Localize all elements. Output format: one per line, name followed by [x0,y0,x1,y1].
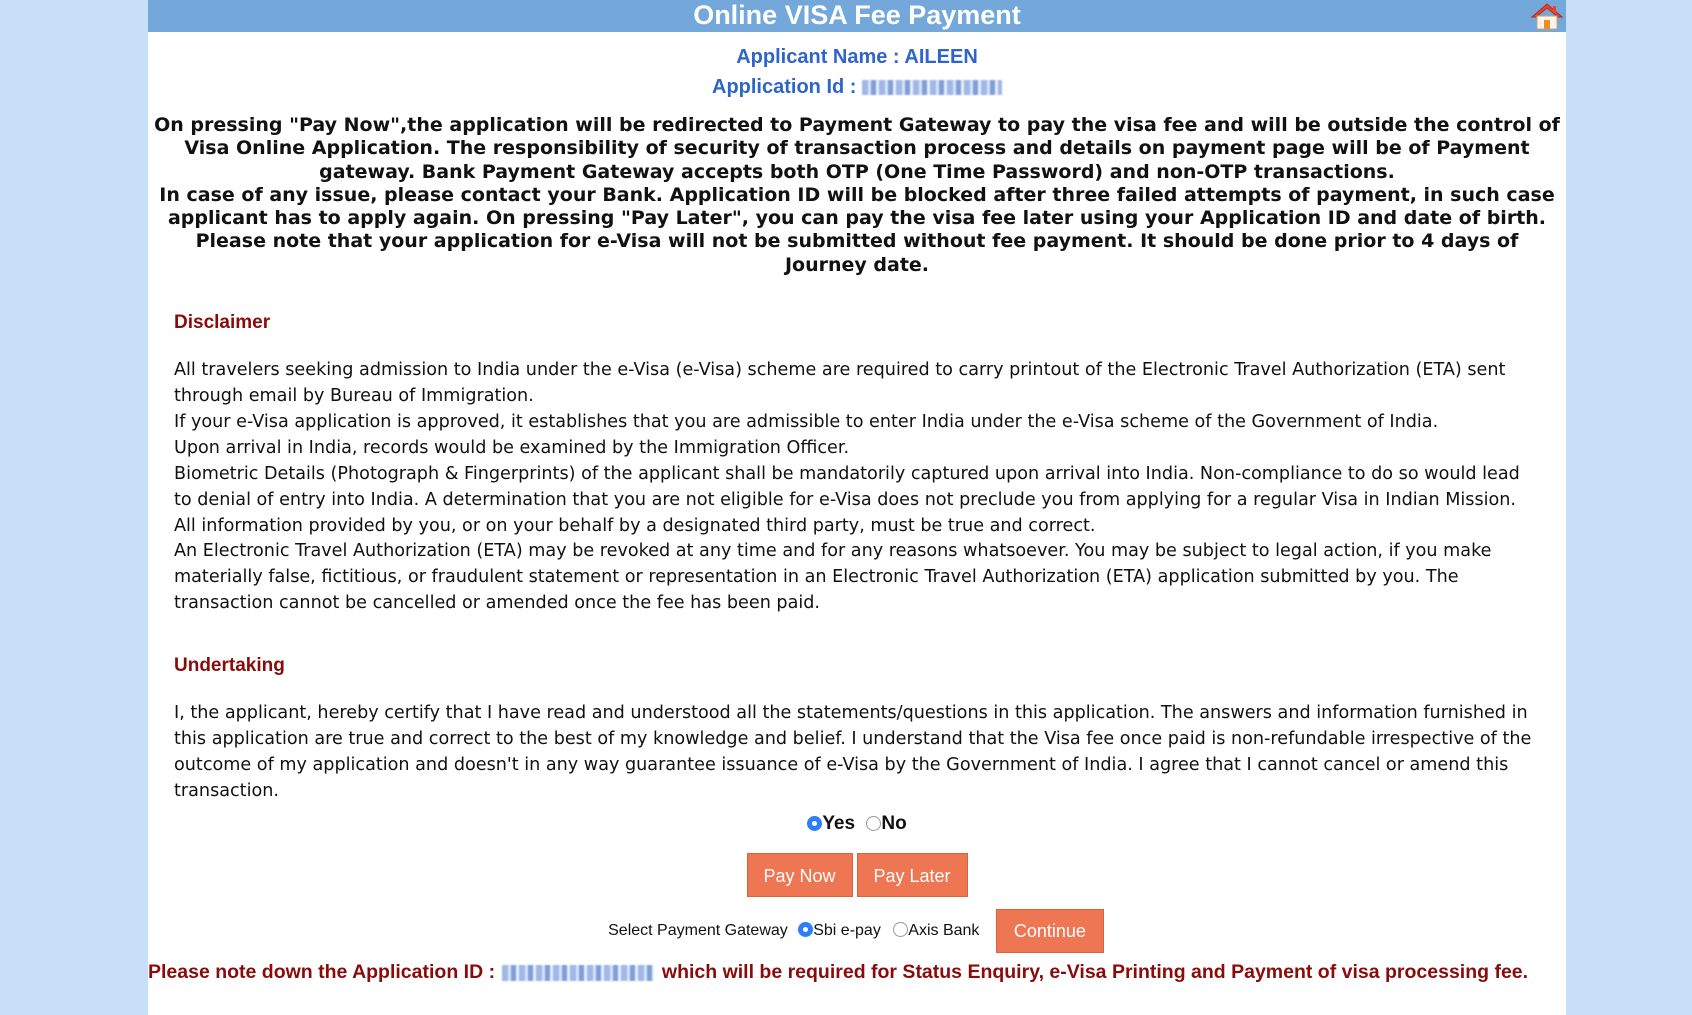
yes-label[interactable]: Yes [822,812,856,834]
disclaimer-paragraph: If your e-Visa application is approved, it establishes that you are admissible to enter India under the e-Visa scheme of the Government of India. [174,411,1439,432]
pay-later-button[interactable]: Pay Later [857,853,968,897]
page-title: Online VISA Fee Payment [693,0,1021,30]
footer-note [148,961,1562,983]
undertaking-title: Undertaking [174,655,285,677]
footer-application-id-redacted [502,965,654,981]
disclaimer-title: Disclaimer [174,312,271,334]
gateway-label: Select Payment Gateway [608,922,788,939]
disclaimer-paragraph: All travelers seeking admission to India under the e-Visa (e-Visa) scheme are required to carry printout of the Electronic Travel Authorization (ETA) sent through email by Bureau of Immigration. [174,360,1506,406]
notice-line: In case of any issue, please contact your Bank. Application ID will be blocked after three failed attempts of payment, in such case applicant has to apply again. On pressing "Pay Later", you can pay the visa fee later using your Application ID and date of birth. [159,183,1555,230]
continue-button[interactable]: Continue [996,909,1104,953]
undertaking-choice [148,811,1566,837]
footer-prefix: Please note down the Application ID : [148,960,501,983]
undertaking-body: I, the applicant, hereby certify that I have read and understood all the statements/questions in this application. The answers and information furnished in this application are true and correct to the best of my knowledge and belief. I understand that the Visa fee once paid is non-refundable irrespective of the outcome of my application and doesn't in any way guarantee issuance of e-Visa by the Government of India. I agree that I cannot cancel or amend this transaction. [174,703,1532,801]
applicant-name-line [148,42,1566,72]
sbi-epay-label[interactable]: Sbi e-pay [813,922,881,939]
application-id-label: Application Id : [712,76,862,98]
disclaimer-body [174,358,1542,617]
no-radio[interactable] [866,816,881,831]
axis-bank-radio[interactable] [893,922,908,937]
yes-radio[interactable] [807,816,822,831]
disclaimer-paragraph: An Electronic Travel Authorization (ETA) may be revoked at any time and for any reasons whatsoever. You may be subject to legal action, if you make materially false, fictitious, or fraudulent statement or representation in an Electronic Travel Authorization (ETA) application submitted by you. The transaction cannot be cancelled or amended once the fee has been paid. [174,541,1492,614]
application-id-redacted [862,80,1002,95]
disclaimer-paragraph: Biometric Details (Photograph & Fingerprints) of the applicant shall be mandatorily captured upon arrival into India. Non-compliance to do so would lead to denial of entry into India. A determination that you are not eligible for e-Visa does not preclude you from applying for a regular Visa in Indian Mission. All information provided by you, or on your behalf by a designated third party, must be true and correct. [174,463,1520,536]
pay-now-button[interactable]: Pay Now [747,853,853,897]
home-icon[interactable] [1530,1,1564,31]
no-label[interactable]: No [881,812,907,834]
payment-gateway-selector [148,909,1566,953]
footer-suffix: which will be required for Status Enquiry, e-Visa Printing and Payment of visa processing fee. [656,960,1529,983]
notice-line: Please note that your application for e-Visa will not be submitted without fee payment. It should be done prior to 4 days of Journey date. [195,230,1519,276]
axis-bank-label[interactable]: Axis Bank [908,922,980,939]
title-bar [148,0,1566,32]
applicant-name: AILEEN [904,46,978,68]
main-panel [148,0,1566,1015]
notice-line: On pressing "Pay Now",the application will be redirected to Payment Gateway to pay the visa fee and will be outside the control of Visa Online Application. The responsibility of security of transaction process and details on payment page will be of Payment gateway. Bank Payment Gateway accepts both OTP (One Time Password) and non-OTP transactions. [154,114,1560,183]
application-id-line [148,72,1566,102]
payment-notice [150,114,1564,277]
disclaimer-paragraph: Upon arrival in India, records would be examined by the Immigration Officer. [174,437,850,458]
sbi-epay-radio[interactable] [798,922,813,937]
disclaimer-section [174,312,1542,805]
applicant-name-label: Applicant Name : [736,46,905,68]
payment-actions [148,853,1566,897]
